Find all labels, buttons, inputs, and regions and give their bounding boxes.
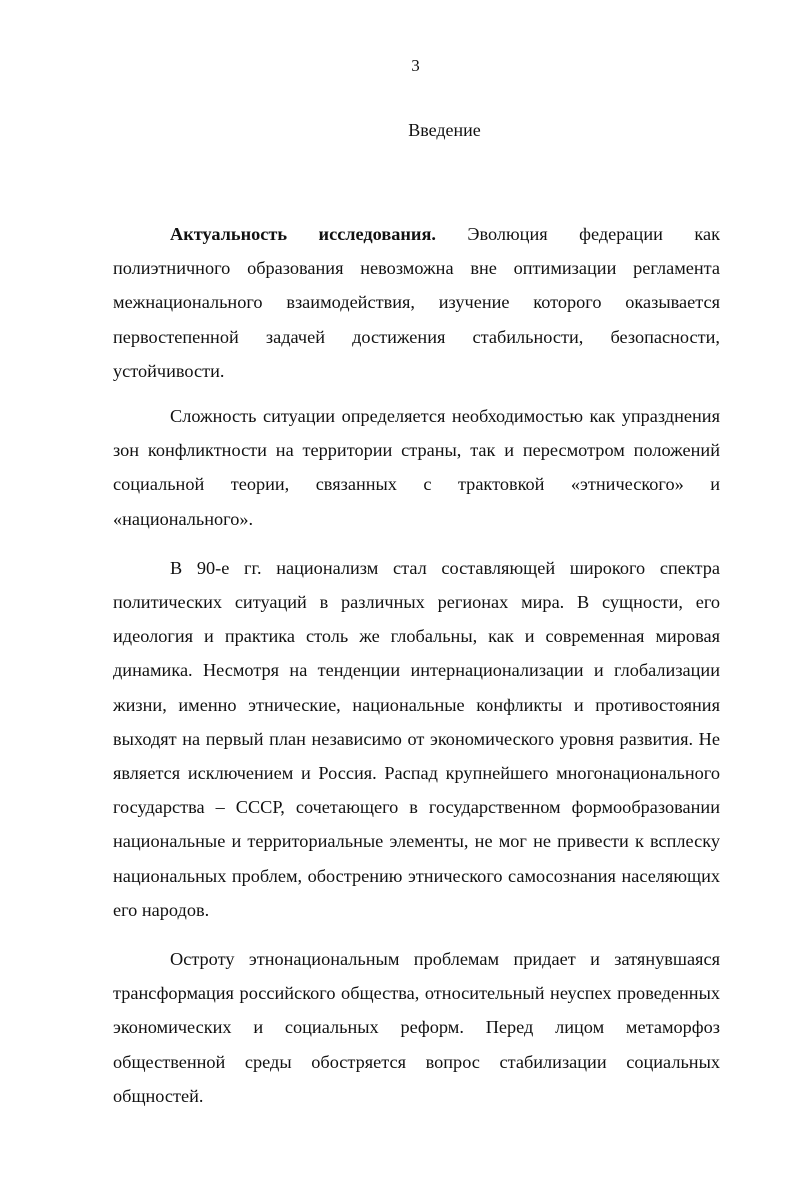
paragraph-lead: Актуальность исследования.: [170, 224, 436, 244]
paragraph-complexity: Сложность ситуации определяется необходимостью как упразднения зон конфликтности на территории страны, так и пересмотром положений социальной теории, связанных с трактовкой «этнического» и «национального».: [113, 406, 720, 529]
page-number: 3: [411, 56, 420, 75]
paragraph-text: Эволюция федерации как полиэтничного образования невозможна вне оптимизации регламента межнационального взаимодействия, изучение которого оказывается первостепенной задачей достижения стабильности, безопасности, устойчивости.: [113, 224, 720, 381]
section-heading: Введение: [408, 120, 481, 140]
paragraph-relevance: [113, 217, 720, 388]
paragraph-transformation: Остроту этнонациональным проблемам придает и затянувшаяся трансформация российского общества, относительный неуспех проведенных экономических и социальных реформ. Перед лицом метаморфоз общественной среды обостряется вопрос стабилизации социальных общностей.: [113, 949, 720, 1106]
document-body: [113, 217, 720, 1113]
paragraph-nationalism: В 90-е гг. национализм стал составляющей широкого спектра политических ситуаций в различных регионах мира. В сущности, его идеология и практика столь же глобальны, как и современная мировая динамика. Несмотря на тенденции интернационализации и глобализации жизни, именно этнические, национальные конфликты и противостояния выходят на первый план независимо от экономического уровня развития. Не является исключением и Россия. Распад крупнейшего многонационального государства – СССР, сочетающего в государственном формообразовании национальные и территориальные элементы, не мог не привести к всплеску национальных проблем, обострению этнического самосознания населяющих его народов.: [113, 557, 720, 920]
